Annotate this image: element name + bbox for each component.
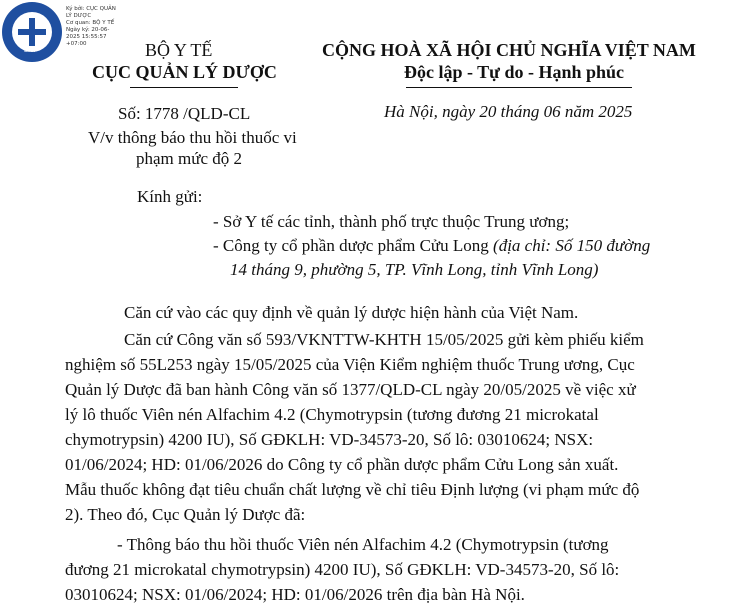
country-name: CỘNG HOÀ XÃ HỘI CHỦ NGHĨA VIỆT NAM <box>322 40 696 60</box>
paragraph-2-line: nghiệm số 55L253 ngày 15/05/2025 của Viện Kiểm nghiệm thuốc Trung ương, Cục <box>65 355 635 374</box>
paragraph-3-line: 03010624; NSX: 01/06/2024; HD: 01/06/2026 trên địa bàn Hà Nội. <box>65 585 525 604</box>
seal-label: DAV <box>24 47 37 54</box>
place-date: Hà Nội, ngày 20 tháng 06 năm 2025 <box>384 102 633 121</box>
paragraph-2-line: 01/06/2024; HD: 01/06/2026 do Công ty cổ phần dược phẩm Cửu Long sản xuất. <box>65 455 619 474</box>
paragraph-2-line: Căn cứ Công văn số 593/VKNTTW-KHTH 15/05/2025 gửi kèm phiếu kiểm <box>124 330 644 349</box>
greeting: Kính gửi: <box>137 187 203 206</box>
document-number: Số: 1778 /QLD-CL <box>118 104 251 123</box>
recipient-2-address: 14 tháng 9, phường 5, TP. Vĩnh Long, tỉnh Vĩnh Long) <box>230 260 599 279</box>
national-motto: Độc lập - Tự do - Hạnh phúc <box>404 62 625 82</box>
paragraph-3-line: - Thông báo thu hồi thuốc Viên nén Alfachim 4.2 (Chymotrypsin (tương <box>117 535 609 554</box>
ministry-name: BỘ Y TẾ <box>145 40 213 60</box>
paragraph-1: Căn cứ vào các quy định về quản lý dược hiện hành của Việt Nam. <box>124 303 579 322</box>
recipient-2: - Công ty cổ phần dược phẩm Cửu Long (địa chỉ: Số 150 đường <box>213 236 651 255</box>
seal-logo <box>2 2 62 62</box>
paragraph-2-line: Mẫu thuốc không đạt tiêu chuẩn chất lượng về chỉ tiêu Định lượng (vi phạm mức độ <box>65 480 640 499</box>
paragraph-2-line: 2). Theo đó, Cục Quản lý Dược đã: <box>65 505 306 524</box>
paragraph-2-line: chymotrypsin) 4200 IU), Số GĐKLH: VD-34573-20, Số lô: 03010624; NSX: <box>65 430 594 449</box>
subject-line-2: phạm mức độ 2 <box>136 149 243 168</box>
department-name: CỤC QUẢN LÝ DƯỢC <box>92 62 277 82</box>
paragraph-2-line: lý lô thuốc Viên nén Alfachim 4.2 (Chymotrypsin (tương đương 21 microkatal <box>65 405 599 424</box>
department-underline <box>130 87 238 88</box>
seal-cross-bar <box>18 29 46 35</box>
motto-underline <box>406 87 632 88</box>
subject-line-1: V/v thông báo thu hồi thuốc vi <box>88 128 297 147</box>
paragraph-2-line: Quản lý Dược đã ban hành Công văn số 1377/QLD-CL ngày 20/05/2025 về việc xử <box>65 380 636 399</box>
paragraph-3-line: đương 21 microkatal chymotrypsin) 4200 IU), Số GĐKLH: VD-34573-20, Số lô: <box>65 560 620 579</box>
digital-signature: Ký bởi: CỤC QUẢN LÝ DƯỢC Cơ quan: BỘ Y TẾ Ngày ký: 20-06- 2025 15:55:57 +07:00 <box>66 6 116 47</box>
recipient-1: - Sở Y tế các tỉnh, thành phố trực thuộc Trung ương; <box>213 212 570 231</box>
